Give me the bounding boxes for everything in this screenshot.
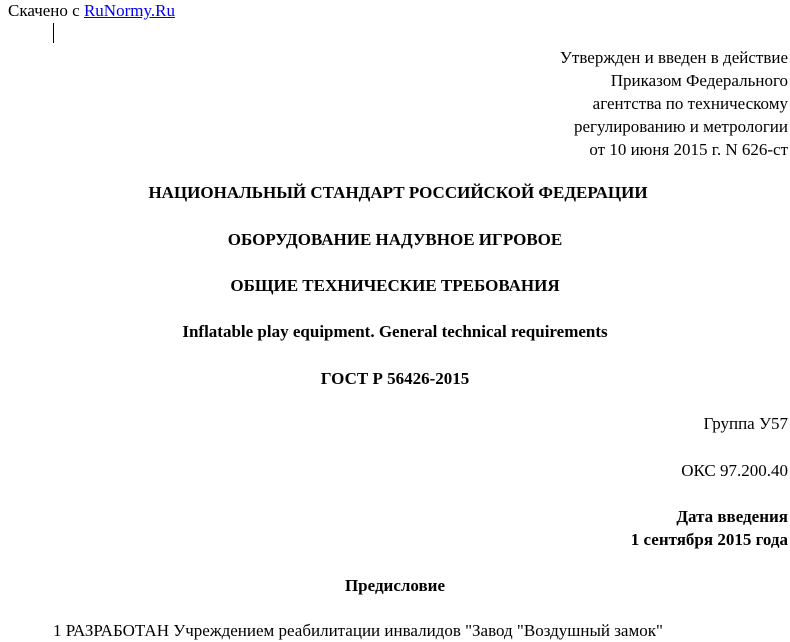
effective-date-label: Дата введения: [676, 507, 788, 526]
english-title: Inflatable play equipment. General technical requirements: [182, 322, 608, 341]
text-cursor: [53, 23, 54, 43]
download-note-prefix: Скачено с: [8, 1, 80, 20]
approval-line: Утвержден и введен в действие: [559, 48, 788, 67]
standard-title-line2: ОБЩИЕ ТЕХНИЧЕСКИЕ ТРЕБОВАНИЯ: [230, 276, 560, 295]
standard-code: ГОСТ Р 56426-2015: [320, 369, 470, 388]
preface-heading: Предисловие: [344, 576, 446, 595]
preface-item-1: 1 РАЗРАБОТАН Учреждением реабилитации инвалидов "Завод "Воздушный замок": [53, 621, 663, 640]
approval-block: [560, 46, 788, 161]
approval-line: от 10 июня 2015 г. N 626-ст: [589, 140, 788, 159]
approval-line: Приказом Федерального: [610, 71, 788, 90]
approval-line: регулированию и метрологии: [573, 117, 788, 136]
runormy-link[interactable]: RuNormy.Ru: [83, 1, 175, 20]
download-note: [8, 0, 175, 22]
approval-line: агентства по техническому: [592, 94, 788, 113]
effective-date-value: 1 сентября 2015 года: [630, 530, 788, 549]
classification-group: Группа У57: [703, 414, 788, 433]
classification-oks: ОКС 97.200.40: [681, 461, 788, 480]
standard-heading: НАЦИОНАЛЬНЫЙ СТАНДАРТ РОССИЙСКОЙ ФЕДЕРАЦИИ: [148, 183, 648, 202]
standard-title-line1: ОБОРУДОВАНИЕ НАДУВНОЕ ИГРОВОЕ: [227, 230, 563, 249]
